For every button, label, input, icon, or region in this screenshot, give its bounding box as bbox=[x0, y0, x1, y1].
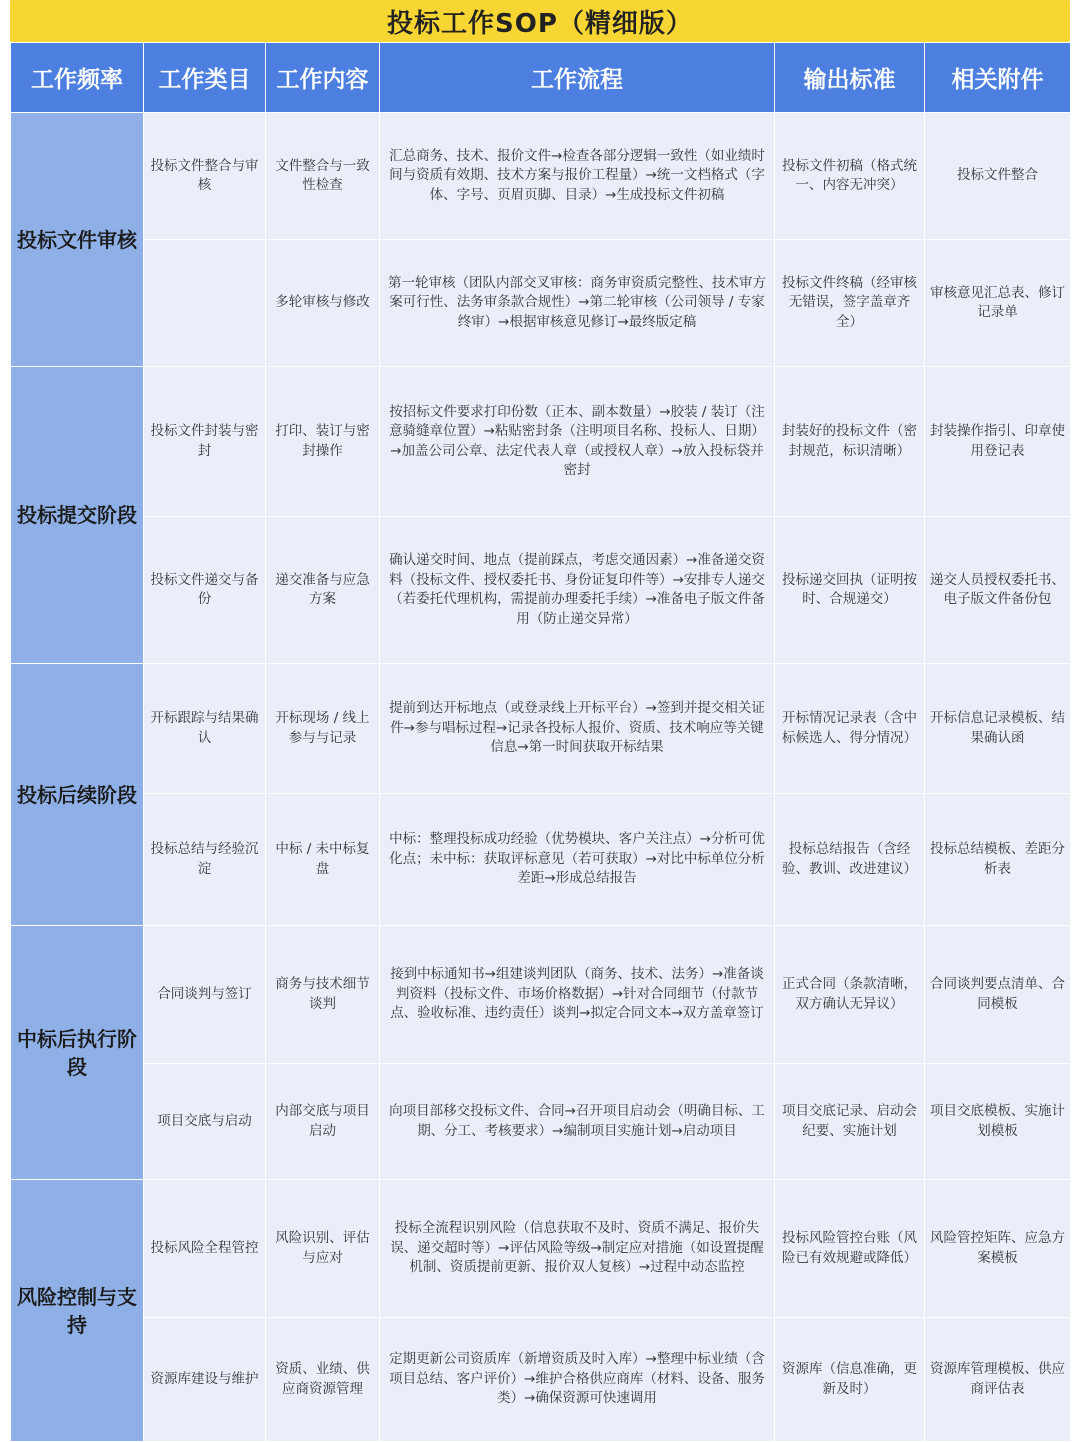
process-cell: 定期更新公司资质库（新增资质及时入库）→整理中标业绩（含项目总结、客户评价）→维护合格供应商库（材料、设备、服务类）→确保资源可快速调用 bbox=[380, 1318, 775, 1442]
output-cell: 封装好的投标文件（密封规范，标识清晰） bbox=[775, 367, 925, 517]
output-cell: 投标文件初稿（格式统一、内容无冲突） bbox=[775, 113, 925, 240]
header-category: 工作类目 bbox=[144, 43, 266, 113]
content-cell: 开标现场 / 线上参与与记录 bbox=[266, 664, 380, 794]
page-title: 投标工作SOP（精细版） bbox=[10, 0, 1070, 42]
attachments-cell: 风险管控矩阵、应急方案模板 bbox=[925, 1180, 1071, 1318]
category-cell: 合同谈判与签订 bbox=[144, 926, 266, 1064]
table-row bbox=[11, 1064, 1071, 1180]
frequency-cell: 投标文件审核 bbox=[11, 113, 144, 367]
content-cell: 多轮审核与修改 bbox=[266, 240, 380, 367]
output-cell: 正式合同（条款清晰，双方确认无异议） bbox=[775, 926, 925, 1064]
process-cell: 汇总商务、技术、报价文件→检查各部分逻辑一致性（如业绩时间与资质有效期、技术方案与报价工程量）→统一文档格式（字体、字号、页眉页脚、目录）→生成投标文件初稿 bbox=[380, 113, 775, 240]
category-cell: 投标文件递交与备份 bbox=[144, 517, 266, 664]
frequency-cell: 投标后续阶段 bbox=[11, 664, 144, 926]
attachments-cell: 审核意见汇总表、修订记录单 bbox=[925, 240, 1071, 367]
process-cell: 确认递交时间、地点（提前踩点，考虑交通因素）→准备递交资料（投标文件、授权委托书、身份证复印件等）→安排专人递交（若委托代理机构，需提前办理委托手续）→准备电子版文件备用（防止递交异常） bbox=[380, 517, 775, 664]
output-cell: 投标递交回执（证明按时、合规递交） bbox=[775, 517, 925, 664]
process-cell: 按招标文件要求打印份数（正本、副本数量）→胶装 / 装订（注意骑缝章位置）→粘贴密封条（注明项目名称、投标人、日期）→加盖公司公章、法定代表人章（或授权人章）→放入投标袋并密封 bbox=[380, 367, 775, 517]
category-cell: 投标文件整合与审核 bbox=[144, 113, 266, 240]
header-frequency: 工作频率 bbox=[11, 43, 144, 113]
content-cell: 内部交底与项目启动 bbox=[266, 1064, 380, 1180]
table-row bbox=[11, 664, 1071, 794]
process-cell: 中标：整理投标成功经验（优势模块、客户关注点）→分析可优化点；未中标：获取评标意见（若可获取）→对比中标单位分析差距→形成总结报告 bbox=[380, 794, 775, 926]
category-cell: 资源库建设与维护 bbox=[144, 1318, 266, 1442]
content-cell: 资质、业绩、供应商资源管理 bbox=[266, 1318, 380, 1442]
output-cell: 开标情况记录表（含中标候选人、得分情况） bbox=[775, 664, 925, 794]
category-cell: 投标风险全程管控 bbox=[144, 1180, 266, 1318]
process-cell: 投标全流程识别风险（信息获取不及时、资质不满足、报价失误、递交超时等）→评估风险等级→制定应对措施（如设置提醒机制、资质提前更新、报价双人复核）→过程中动态监控 bbox=[380, 1180, 775, 1318]
attachments-cell: 合同谈判要点清单、合同模板 bbox=[925, 926, 1071, 1064]
attachments-cell: 投标文件整合 bbox=[925, 113, 1071, 240]
frequency-cell: 风险控制与支持 bbox=[11, 1180, 144, 1442]
process-cell: 接到中标通知书→组建谈判团队（商务、技术、法务）→准备谈判资料（投标文件、市场价格数据）→针对合同细节（付款节点、验收标准、违约责任）谈判→拟定合同文本→双方盖章签订 bbox=[380, 926, 775, 1064]
table-row bbox=[11, 794, 1071, 926]
attachments-cell: 投标总结模板、差距分析表 bbox=[925, 794, 1071, 926]
table-header-row bbox=[11, 43, 1071, 113]
process-cell: 提前到达开标地点（或登录线上开标平台）→签到并提交相关证件→参与唱标过程→记录各投标人报价、资质、技术响应等关键信息→第一时间获取开标结果 bbox=[380, 664, 775, 794]
content-cell: 中标 / 未中标复盘 bbox=[266, 794, 380, 926]
output-cell: 投标总结报告（含经验、教训、改进建议） bbox=[775, 794, 925, 926]
frequency-cell: 中标后执行阶段 bbox=[11, 926, 144, 1180]
category-cell: 开标跟踪与结果确认 bbox=[144, 664, 266, 794]
output-cell: 项目交底记录、启动会纪要、实施计划 bbox=[775, 1064, 925, 1180]
sop-table bbox=[10, 42, 1071, 1442]
table-row bbox=[11, 1180, 1071, 1318]
content-cell: 递交准备与应急方案 bbox=[266, 517, 380, 664]
table-row bbox=[11, 517, 1071, 664]
category-cell: 投标总结与经验沉淀 bbox=[144, 794, 266, 926]
category-cell: 投标文件封装与密封 bbox=[144, 367, 266, 517]
header-process: 工作流程 bbox=[380, 43, 775, 113]
attachments-cell: 封装操作指引、印章使用登记表 bbox=[925, 367, 1071, 517]
process-cell: 向项目部移交投标文件、合同→召开项目启动会（明确目标、工期、分工、考核要求）→编制项目实施计划→启动项目 bbox=[380, 1064, 775, 1180]
header-content: 工作内容 bbox=[266, 43, 380, 113]
content-cell: 商务与技术细节谈判 bbox=[266, 926, 380, 1064]
output-cell: 资源库（信息准确，更新及时） bbox=[775, 1318, 925, 1442]
table-row bbox=[11, 367, 1071, 517]
attachments-cell: 递交人员授权委托书、电子版文件备份包 bbox=[925, 517, 1071, 664]
table-row bbox=[11, 926, 1071, 1064]
frequency-cell: 投标提交阶段 bbox=[11, 367, 144, 664]
content-cell: 风险识别、评估与应对 bbox=[266, 1180, 380, 1318]
attachments-cell: 开标信息记录模板、结果确认函 bbox=[925, 664, 1071, 794]
content-cell: 打印、装订与密封操作 bbox=[266, 367, 380, 517]
header-attachments: 相关附件 bbox=[925, 43, 1071, 113]
output-cell: 投标文件终稿（经审核无错误，签字盖章齐全） bbox=[775, 240, 925, 367]
attachments-cell: 项目交底模板、实施计划模板 bbox=[925, 1064, 1071, 1180]
table-row bbox=[11, 1318, 1071, 1442]
process-cell: 第一轮审核（团队内部交叉审核：商务审资质完整性、技术审方案可行性、法务审条款合规性）→第二轮审核（公司领导 / 专家终审）→根据审核意见修订→最终版定稿 bbox=[380, 240, 775, 367]
content-cell: 文件整合与一致性检查 bbox=[266, 113, 380, 240]
table-row bbox=[11, 113, 1071, 240]
output-cell: 投标风险管控台账（风险已有效规避或降低） bbox=[775, 1180, 925, 1318]
attachments-cell: 资源库管理模板、供应商评估表 bbox=[925, 1318, 1071, 1442]
header-output: 输出标准 bbox=[775, 43, 925, 113]
category-cell: 项目交底与启动 bbox=[144, 1064, 266, 1180]
category-cell bbox=[144, 240, 266, 367]
table-row bbox=[11, 240, 1071, 367]
